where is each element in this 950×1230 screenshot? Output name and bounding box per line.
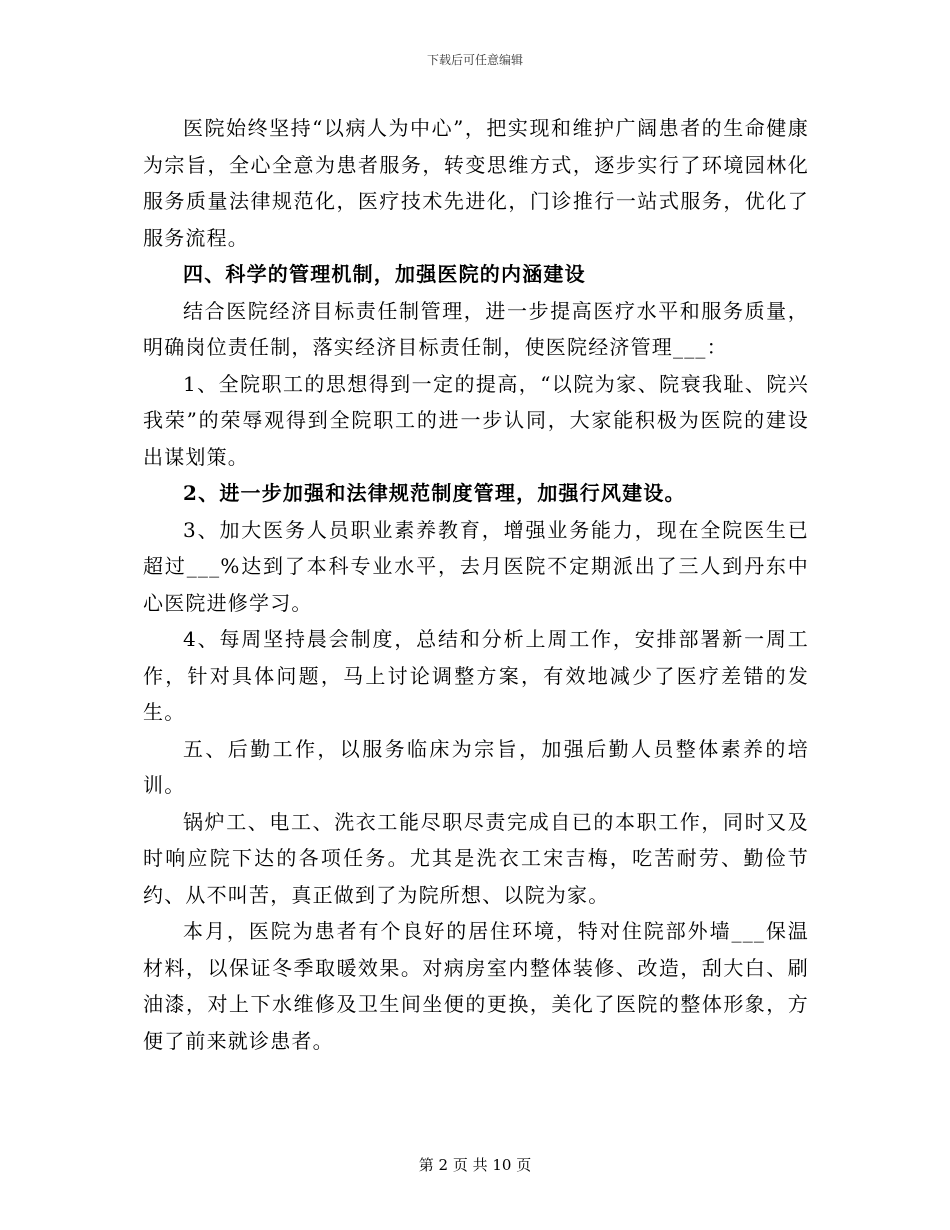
paragraph-renovation: 本月，医院为患者有个良好的居住环境，特对住院部外墙___保温材料，以保证冬季取暖效果。对病房室内整体装修、改造，刮大白、刷油漆，对上下水维修及卫生间坐便的更换，美化了医院的整体形象，方便了前来就诊患者。	[143, 919, 809, 1053]
paragraph-patient-centered: 医院始终坚持“以病人为中心”，把实现和维护广阔患者的生命健康为宗旨，全心全意为患者服务，转变思维方式，逐步实行了环境园林化服务质量法律规范化，医疗技术先进化，门诊推行一站式服务，优化了服务流程。	[143, 116, 809, 250]
section-heading-management: 四、科学的管理机制，加强医院的内涵建设	[183, 262, 586, 286]
paragraph-responsibility-system: 结合医院经济目标责任制管理，进一步提高医疗水平和服务质量，明确岗位责任制，落实经济目标责任制，使医院经济管理___：	[143, 298, 809, 359]
paragraph-staff: 锅炉工、电工、洗衣工能尽职尽责完成自已的本职工作，同时又及时响应院下达的各项任务。尤其是洗衣工宋吉梅，吃苦耐劳、勤俭节约、从不叫苦，真正做到了为院所想、以院为家。	[143, 809, 809, 907]
document-body	[143, 110, 809, 1059]
paragraph-item-1: 1、全院职工的思想得到一定的提高，“以院为家、院衰我耻、院兴我荣”的荣辱观得到全院职工的进一步认同，大家能积极为医院的建设出谋划策。	[143, 371, 809, 469]
paragraph-logistics: 五、后勤工作，以服务临床为宗旨，加强后勤人员整体素养的培训。	[143, 736, 809, 797]
page-header: 下载后可任意编辑	[426, 53, 523, 67]
paragraph-item-3: 3、加大医务人员职业素养教育，增强业务能力，现在全院医生已超过___%达到了本科专业水平，去月医院不定期派出了三人到丹东中心医院进修学习。	[143, 517, 809, 615]
paragraph-item-2: 2、进一步加强和法律规范制度管理，加强行风建设。	[183, 481, 686, 505]
paragraph-item-4: 4、每周坚持晨会制度，总结和分析上周工作，安排部署新一周工作，针对具体问题，马上讨论调整方案，有效地减少了医疗差错的发生。	[143, 627, 809, 724]
page-footer: 第 2 页 共 10 页	[418, 1156, 532, 1174]
